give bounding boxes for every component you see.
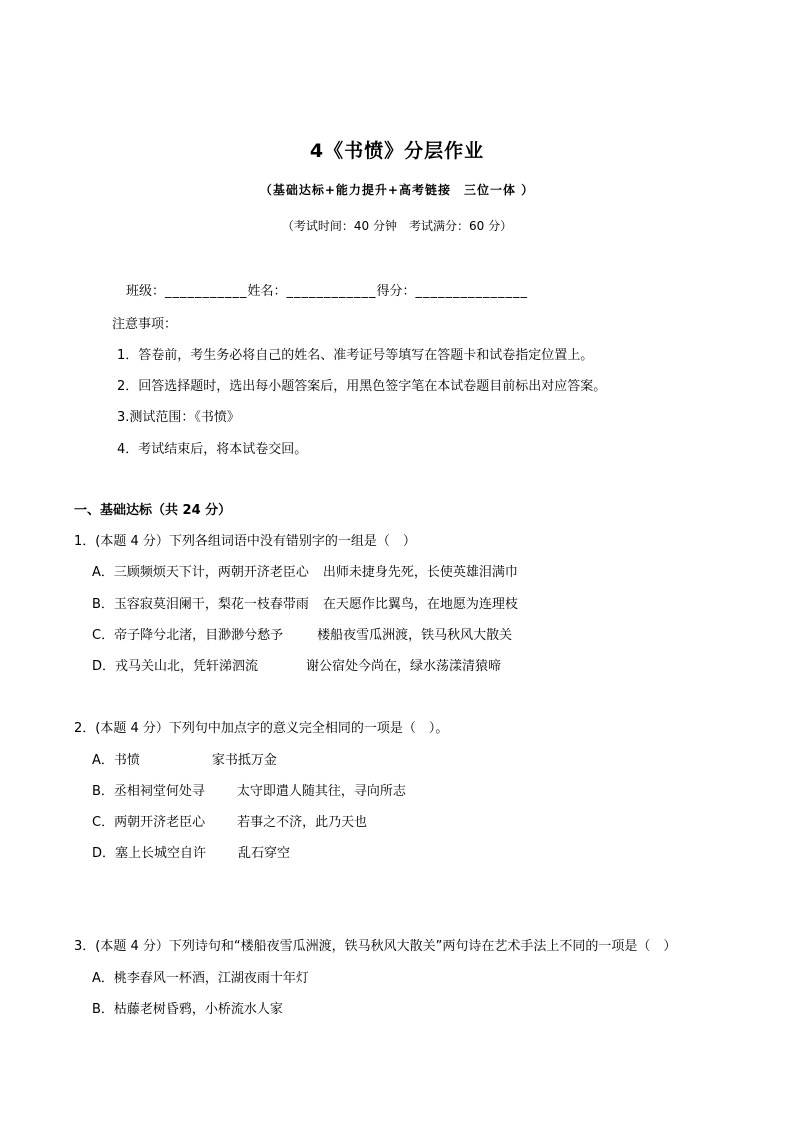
note-item: 1．答卷前，考生务必将自己的姓名、准考证号等填写在答题卡和试卷指定位置上。 (117, 348, 594, 363)
option-part-a: B．丞相祠堂何处寻 (92, 784, 205, 799)
option-part-a: D．塞上长城空自许 (92, 846, 207, 861)
page-title: 4《书愤》分层作业 (309, 140, 485, 162)
answer-option (92, 561, 518, 580)
note-item: 2．回答选择题时，选出每小题答案后，用黑色签字笔在本试卷题目前标出对应答案。 (117, 379, 607, 394)
answer-option (92, 967, 309, 986)
option-part-a: C．两朝开济老臣心 (92, 815, 206, 830)
answer-option (92, 624, 512, 643)
score-blank: _______________ (415, 284, 529, 299)
section-title: 一、基础达标（共 24 分） (74, 503, 232, 518)
option-part-a: D．戎马关山北，凭轩涕泗流 (92, 659, 259, 674)
page-subtitle: （基础达标+能力提升+高考链接 三位一体 ） (259, 183, 535, 197)
option-part-a: B．枯藤老树昏鸦，小桥流水人家 (92, 1002, 283, 1017)
score-label: 得分： (376, 284, 416, 299)
option-part-b: 楼船夜雪瓜洲渡，铁马秋风大散关 (317, 628, 513, 643)
option-part-a: A．三顾频烦天下计，两朝开济老臣心 (92, 565, 309, 580)
name-blank: ____________ (286, 284, 377, 299)
option-part-b: 家书抵万金 (211, 753, 277, 768)
class-blank: ___________ (165, 284, 248, 299)
question-stem: 3．(本题 4 分）下列诗句和“楼船夜雪瓜洲渡，铁马秋风大散关”两句诗在艺术手法上不同的一项是（ ） (74, 939, 677, 954)
option-part-b: 在天愿作比翼鸟，在地愿为连理枝 (322, 597, 518, 612)
option-part-b: 太守即遣人随其往，寻向所志 (236, 784, 406, 799)
answer-option (92, 593, 518, 612)
note-item: 4．考试结束后，将本试卷交回。 (117, 442, 308, 457)
question-stem: 1．(本题 4 分）下列各组词语中没有错别字的一组是（ ） (74, 534, 416, 549)
option-part-b: 若事之不济，此乃天也 (237, 815, 368, 830)
option-part-a: A．书愤 (92, 753, 140, 768)
answer-option (92, 998, 283, 1017)
option-part-b: 谢公宿处今尚在，绿水荡漾清猿啼 (306, 659, 502, 674)
option-part-b: 乱石穿空 (238, 846, 291, 861)
name-label: 姓名： (247, 284, 287, 299)
option-part-a: C．帝子降兮北渚，目渺渺兮愁予 (92, 628, 284, 643)
option-part-a: A．桃李春风一杯酒，江湖夜雨十年灯 (92, 971, 309, 986)
answer-option (92, 842, 290, 861)
option-part-a: B．玉容寂莫泪阑干，梨花一枝春带雨 (92, 597, 309, 612)
option-part-b: 出师未捷身先死，长使英雄泪满巾 (322, 565, 518, 580)
student-info-line (126, 280, 528, 299)
class-label: 班级： (126, 284, 166, 299)
answer-option (92, 780, 406, 799)
notes-title: 注意事项： (112, 317, 178, 332)
answer-option (92, 749, 277, 768)
note-item: 3.测试范围：《书愤》 (117, 410, 240, 425)
exam-timing: （考试时间：40 分钟 考试满分：60 分） (281, 219, 513, 233)
answer-option (92, 811, 367, 830)
question-stem: 2．(本题 4 分）下列句中加点字的意义完全相同的一项是（ ）。 (74, 721, 449, 736)
answer-option (92, 655, 501, 674)
